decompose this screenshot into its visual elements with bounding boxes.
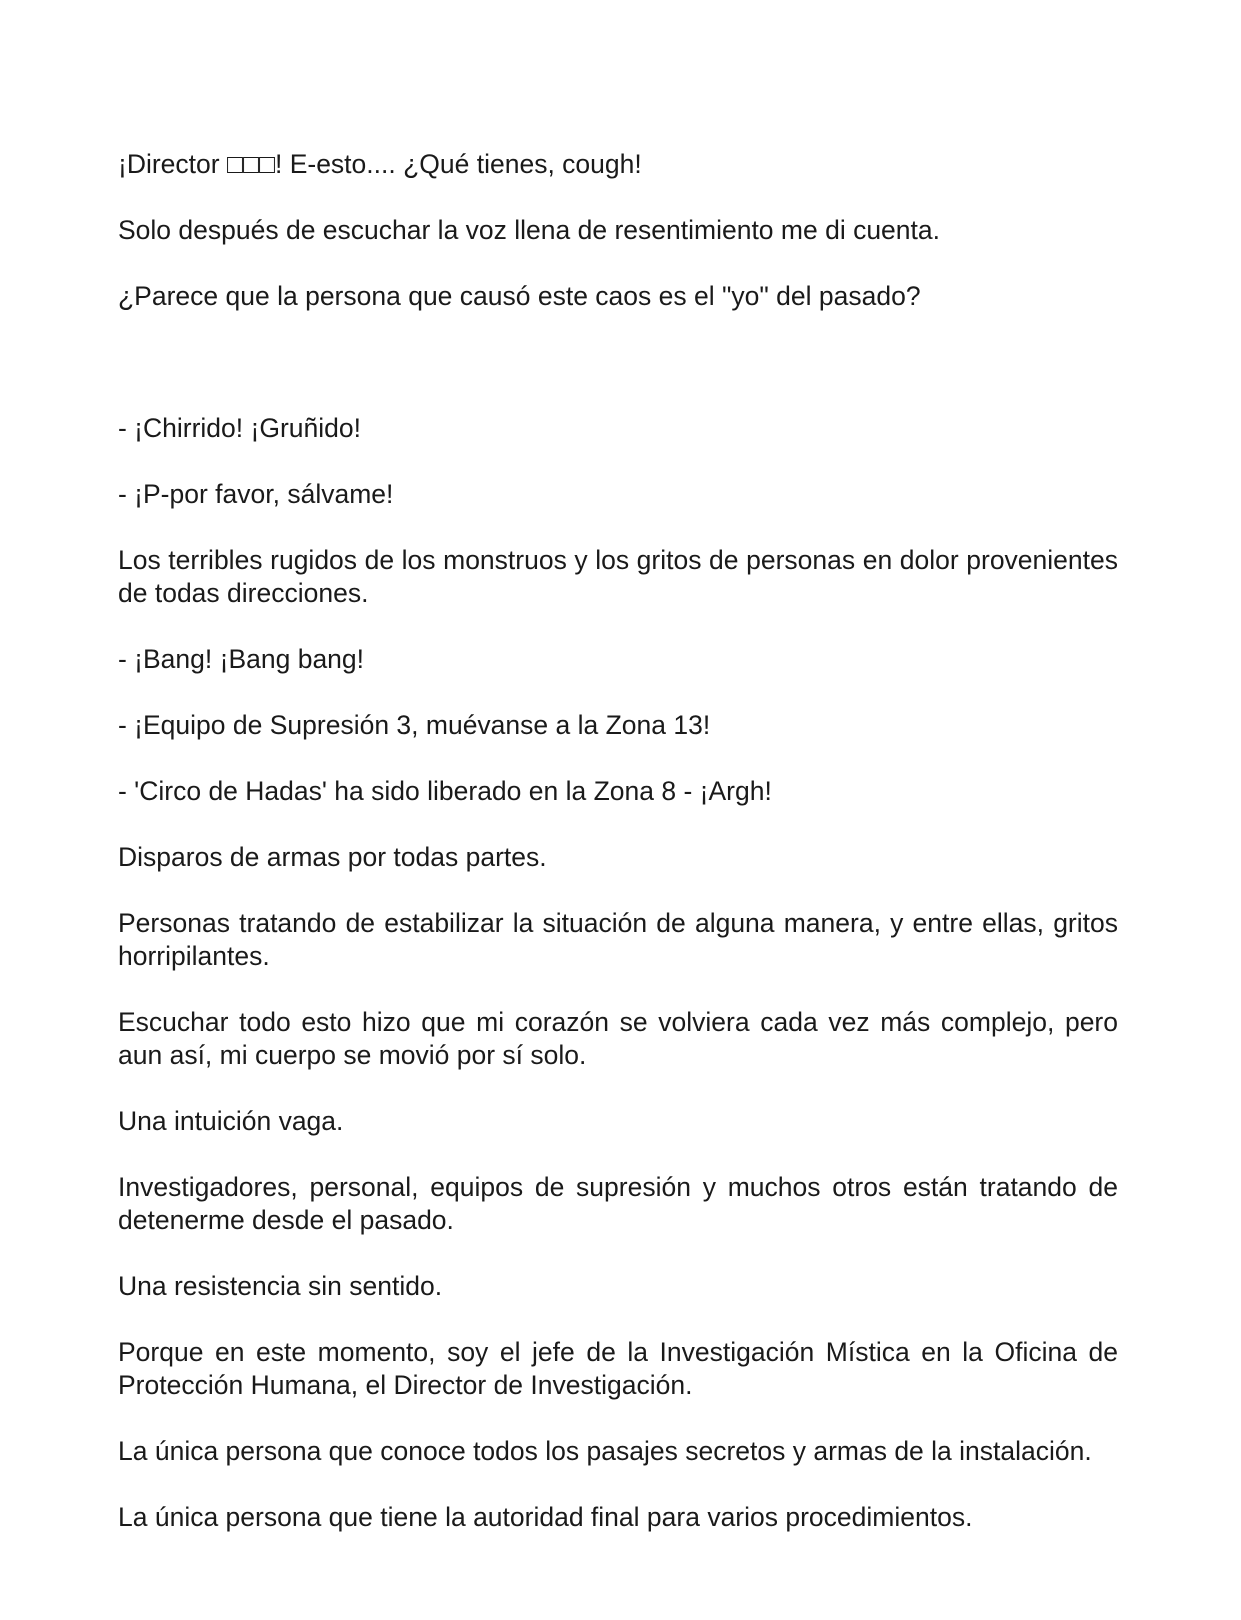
paragraph-3: ¿Parece que la persona que causó este caos es el "yo" del pasado? (118, 281, 921, 311)
paragraph-14: Investigadores, personal, equipos de supresión y muchos otros están tratando de detenerme desde el pasado. (118, 1172, 1118, 1235)
paragraph-16: Porque en este momento, soy el jefe de la Investigación Mística en la Oficina de Protección Humana, el Director de Investigación. (118, 1337, 1118, 1400)
paragraph-10: Disparos de armas por todas partes. (118, 842, 547, 872)
paragraph-18: La única persona que tiene la autoridad final para varios procedimientos. (118, 1502, 973, 1532)
paragraph-12: Escuchar todo esto hizo que mi corazón se volviera cada vez más complejo, pero aun así, mi cuerpo se movió por sí solo. (118, 1007, 1118, 1070)
paragraph-2: Solo después de escuchar la voz llena de resentimiento me di cuenta. (118, 215, 940, 245)
paragraph-8: - ¡Equipo de Supresión 3, muévanse a la Zona 13! (118, 710, 711, 740)
paragraph-9: - 'Circo de Hadas' ha sido liberado en la Zona 8 - ¡Argh! (118, 776, 772, 806)
paragraph-13: Una intuición vaga. (118, 1106, 344, 1136)
paragraph-17: La única persona que conoce todos los pasajes secretos y armas de la instalación. (118, 1436, 1092, 1466)
paragraph-5: - ¡P-por favor, sálvame! (118, 479, 394, 509)
paragraph-1: ¡Director □□□! E-esto.... ¿Qué tienes, cough! (118, 149, 642, 179)
paragraph-11: Personas tratando de estabilizar la situación de alguna manera, y entre ellas, gritos horripilantes. (118, 908, 1118, 971)
paragraph-4: - ¡Chirrido! ¡Gruñido! (118, 413, 361, 443)
paragraph-6: Los terribles rugidos de los monstruos y los gritos de personas en dolor provenientes de todas direcciones. (118, 545, 1118, 608)
document-body (118, 148, 1118, 1534)
paragraph-15: Una resistencia sin sentido. (118, 1271, 443, 1301)
paragraph-7: - ¡Bang! ¡Bang bang! (118, 644, 365, 674)
